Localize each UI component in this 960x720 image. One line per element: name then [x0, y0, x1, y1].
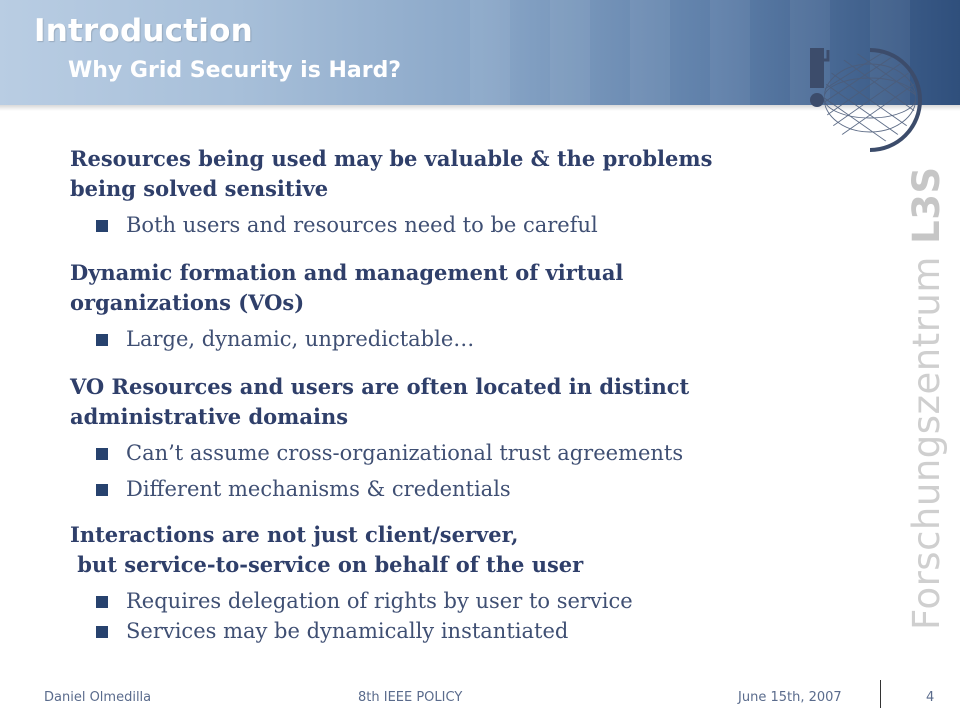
- sub-bullet-text: Can’t assume cross-organizational trust agreements: [126, 441, 684, 465]
- point-heading-line: but service-to-service on behalf of the user: [70, 552, 584, 577]
- point-heading-line: administrative domains: [70, 404, 349, 429]
- point-heading-line: VO Resources and users are often located in distinct: [70, 374, 690, 399]
- point-heading-line: being solved sensitive: [70, 176, 329, 201]
- square-bullet-icon: [96, 448, 108, 460]
- footer-author: Daniel Olmedilla: [44, 690, 152, 705]
- vertical-brand-text: [905, 166, 948, 630]
- slide-title: Introduction: [34, 13, 253, 49]
- square-bullet-icon: [96, 484, 108, 496]
- square-bullet-icon: [96, 220, 108, 232]
- sub-bullet-text: Services may be dynamically instantiated: [126, 619, 569, 643]
- footer-date: June 15th, 2007: [738, 690, 842, 705]
- square-bullet-icon: [96, 626, 108, 638]
- sub-bullet-text: Both users and resources need to be careful: [126, 213, 598, 237]
- point-heading-line: organizations (VOs): [70, 290, 305, 315]
- slide-subtitle: Why Grid Security is Hard?: [68, 58, 402, 83]
- sub-bullet: [126, 616, 850, 646]
- slide-content: [70, 144, 850, 646]
- page-number: 4: [926, 690, 935, 705]
- brand-text-regular: Forschungszentrum: [905, 256, 948, 630]
- slide-footer: [0, 688, 960, 712]
- brand-text-bold: L3S: [905, 166, 948, 244]
- square-bullet-icon: [96, 596, 108, 608]
- sub-bullet-text: Large, dynamic, unpredictable…: [126, 327, 475, 351]
- sub-bullet-text: Requires delegation of rights by user to service: [126, 589, 633, 613]
- sub-bullet: [126, 474, 850, 504]
- point-heading-line: Dynamic formation and management of virtual: [70, 260, 624, 285]
- sub-bullet-text: Different mechanisms & credentials: [126, 477, 511, 501]
- sub-bullet: [126, 586, 850, 616]
- sub-bullet: [126, 210, 850, 240]
- sub-bullet: [126, 324, 850, 354]
- square-bullet-icon: [96, 334, 108, 346]
- footer-divider: [880, 680, 881, 708]
- l3s-dome-logo-icon: [800, 40, 930, 160]
- footer-event: 8th IEEE POLICY: [358, 690, 463, 705]
- sub-bullet: [126, 438, 850, 468]
- point-heading-line: Resources being used may be valuable & the problems: [70, 146, 713, 171]
- point-heading-line: Interactions are not just client/server,: [70, 522, 519, 547]
